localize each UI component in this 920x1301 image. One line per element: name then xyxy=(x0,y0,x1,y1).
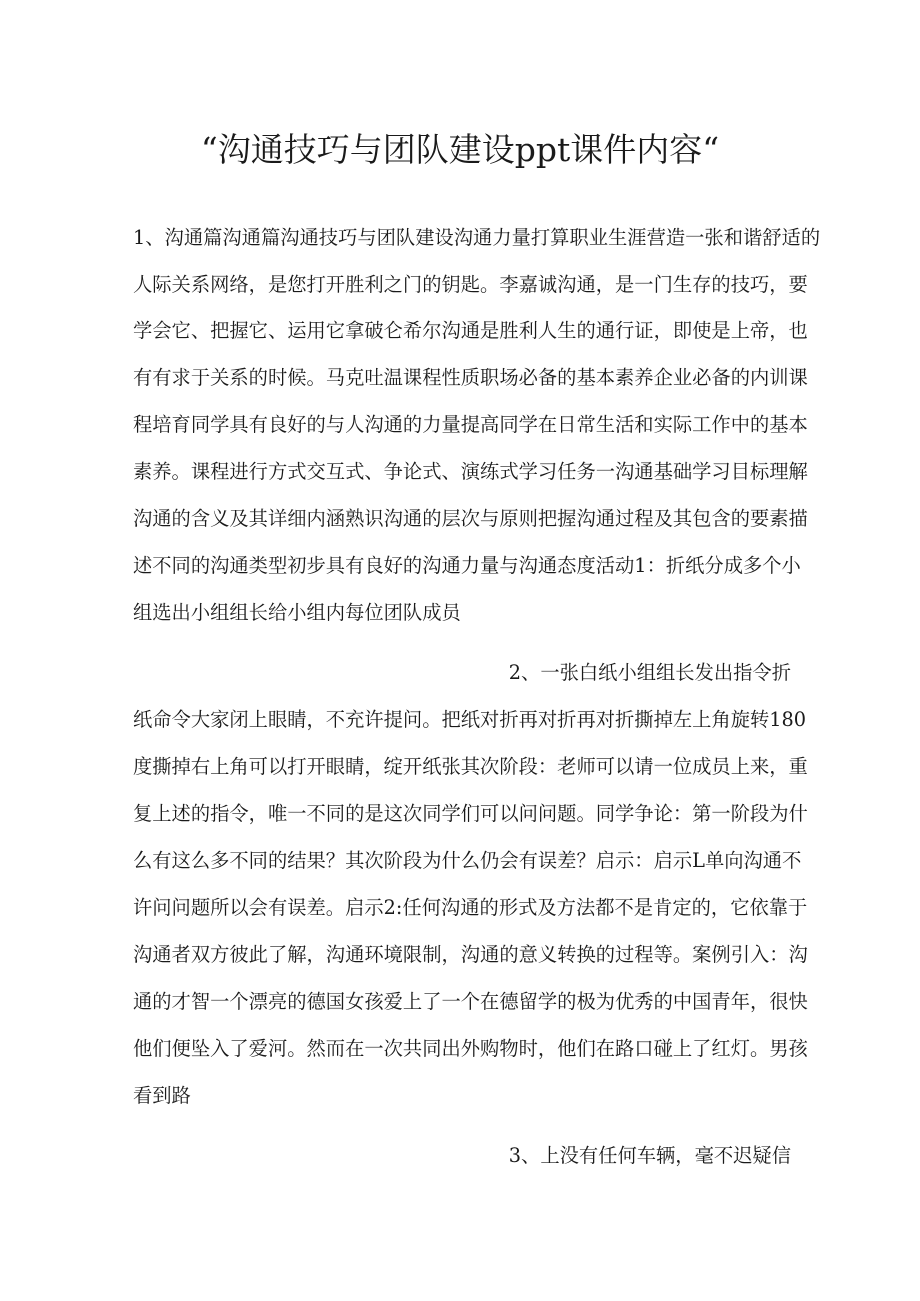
body-line: 素养。课程进行方式交互式、争论式、演练式学习任务一沟通基础学习目标理解 xyxy=(133,460,808,483)
body-line: 他们便坠入了爱河。然而在一次共同出外购物时，他们在路口碰上了红灯。男孩 xyxy=(133,1037,808,1060)
document-title: “沟通技巧与团队建设ppt课件内容“ xyxy=(200,130,720,169)
body-line: 度撕掉右上角可以打开眼睛，绽开纸张其次阶段：老师可以请一位成员上来，重 xyxy=(133,755,808,778)
body-line: 人际关系网络，是您打开胜利之门的钥匙。李嘉诚沟通，是一门生存的技巧，要 xyxy=(133,273,808,296)
body-line: 述不同的沟通类型初步具有良好的沟通力量与沟通态度活动1：折纸分成多个小 xyxy=(133,554,801,577)
body-line: 么有这么多不同的结果？其次阶段为什么仍会有误差？启示：启示L单向沟通不 xyxy=(133,849,802,872)
body-line: 组选出小组组长给小组内每位团队成员 xyxy=(133,601,461,624)
body-line: 有有求于关系的时候。马克吐温课程性质职场必备的基本素养企业必备的内训课 xyxy=(133,366,808,389)
body-line: 通的才智一个漂亮的德国女孩爱上了一个在德留学的极为优秀的中国青年，很快 xyxy=(133,990,808,1013)
body-line: 沟通的含义及其详细内涵熟识沟通的层次与原则把握沟通过程及其包含的要素描 xyxy=(133,507,808,530)
body-line: 许问问题所以会有误差。启示2:任何沟通的形式及方法都不是肯定的，它依靠于 xyxy=(133,896,808,919)
list-item-heading: 2、一张白纸小组组长发出指令折 xyxy=(508,661,791,684)
body-line: 复上述的指令，唯一不同的是这次同学们可以问问题。同学争论：第一阶段为什 xyxy=(133,802,808,825)
body-line: 1、沟通篇沟通篇沟通技巧与团队建设沟通力量打算职业生涯营造一张和谐舒适的 xyxy=(133,226,821,249)
body-line: 纸命令大家闭上眼睛，不充许提问。把纸对折再对折再对折撕掉左上角旋转180 xyxy=(133,708,807,731)
body-line: 程培育同学具有良好的与人沟通的力量提高同学在日常生活和实际工作中的基本 xyxy=(133,413,808,436)
body-line: 学会它、把握它、运用它拿破仑希尔沟通是胜利人生的通行证，即使是上帝，也 xyxy=(133,319,808,342)
body-line: 看到路 xyxy=(133,1084,191,1107)
body-line: 沟通者双方彼此了解，沟通环境限制，沟通的意义转换的过程等。案例引入：沟 xyxy=(133,943,808,966)
list-item-heading: 3、上没有任何车辆，毫不迟疑信 xyxy=(508,1144,791,1167)
